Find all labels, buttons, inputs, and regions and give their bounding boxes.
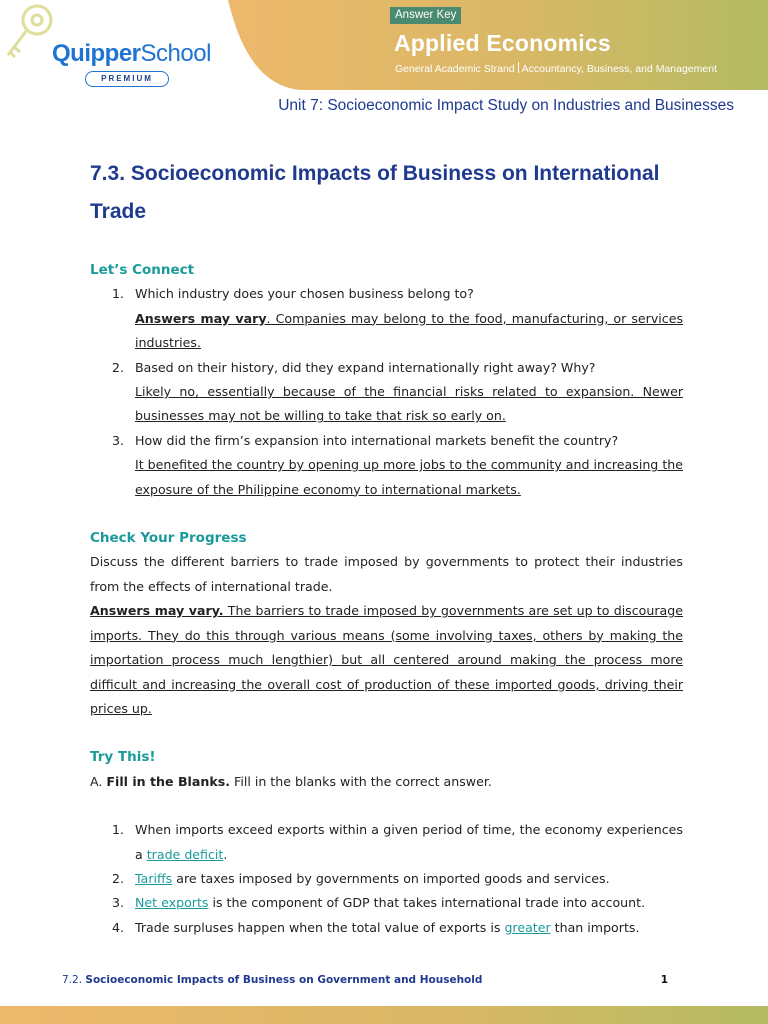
logo-quipper: Quipper (52, 40, 141, 67)
subject-title: Applied Economics (394, 30, 611, 56)
spacer (90, 794, 683, 818)
item-number: 1. (112, 822, 125, 838)
blank-answer: Net exports (135, 895, 209, 911)
strand-left: General Academic Strand (395, 63, 515, 75)
progress-prompt: Discuss the different barriers to trade imposed by governments to protect their industries from the effects of international trade. (90, 554, 683, 594)
item-number: 3. (112, 895, 125, 911)
item-number: 4. (112, 919, 125, 935)
strand-line (395, 62, 717, 75)
logo-school: School (140, 40, 211, 67)
item-number: 1. (112, 286, 125, 302)
answer-text: Likely no, essentially because of the financial risks related to expansion. Newer businesses may not be willing to take that risk so early on. (135, 384, 683, 424)
blank-answer: trade deficit (146, 846, 224, 862)
answer-text: It benefited the country by opening up more jobs to the community and increasing the exposure of the Philippine economy to international markets. (135, 457, 683, 497)
fill-blanks-list (90, 818, 683, 940)
try-this-heading: Try This! (90, 749, 156, 766)
page-footer (62, 974, 672, 986)
page-title: 7.3. Socioeconomic Impacts of Business on International Trade (90, 162, 660, 223)
header-banner (0, 0, 768, 90)
answer-body: . Companies may belong to the food, manufacturing, or services industries. (135, 310, 683, 351)
list-item (90, 356, 683, 429)
lets-connect-list (90, 282, 683, 502)
strand-right: Accountancy, Business, and Management (521, 63, 717, 75)
list-item (90, 429, 683, 502)
blank-answer: greater (504, 919, 551, 935)
progress-answer (90, 599, 683, 721)
footer-section-num: 7.2. (62, 974, 83, 986)
list-item (90, 867, 683, 891)
blank-before: When imports exceed exports within a given period of time, the economy experiences a (135, 822, 683, 862)
answer-text (135, 307, 683, 356)
quipper-school-logo (52, 40, 211, 68)
footer-bar (0, 1006, 768, 1024)
part-label: A. (90, 773, 103, 789)
lets-connect-heading: Let’s Connect (90, 262, 195, 278)
part-bold: Fill in the Blanks. (106, 773, 230, 789)
page-number: 1 (660, 974, 668, 986)
main-content (90, 258, 683, 940)
list-item (90, 282, 683, 355)
item-number: 2. (112, 359, 125, 375)
blank-after: is the component of GDP that takes international trade into account. (208, 895, 646, 911)
question-text: Which industry does your chosen business belong to? (135, 286, 474, 302)
item-number: 3. (112, 432, 125, 448)
answer-bold: Answers may vary (135, 310, 267, 326)
premium-badge: PREMIUM (85, 71, 169, 87)
part-instruction (90, 770, 683, 794)
strand-separator (518, 62, 519, 73)
blank-after: . (223, 846, 228, 862)
blank-before: Trade surpluses happen when the total value of exports is (135, 919, 505, 935)
spacer (90, 502, 683, 526)
unit-heading: Unit 7: Socioeconomic Impact Study on Industries and Businesses (278, 97, 734, 114)
item-number: 2. (112, 870, 125, 886)
blank-answer: Tariffs (135, 870, 173, 886)
list-item (90, 891, 683, 915)
check-progress-heading: Check Your Progress (90, 530, 247, 547)
blank-after: than imports. (550, 919, 640, 935)
question-text: Based on their history, did they expand internationally right away? Why? (135, 359, 596, 375)
spacer (90, 721, 683, 745)
list-item (90, 818, 683, 867)
question-text: How did the firm’s expansion into international markets benefit the country? (135, 432, 619, 448)
blank-after: are taxes imposed by governments on imported goods and services. (172, 870, 610, 886)
answer-bold: Answers may vary. (90, 603, 224, 619)
list-item (90, 916, 683, 940)
key-icon (0, 0, 56, 60)
part-text: Fill in the blanks with the correct answer. (229, 773, 492, 789)
answer-key-badge: Answer Key (390, 7, 461, 24)
footer-section-title: Socioeconomic Impacts of Business on Government and Household (85, 974, 483, 986)
answer-body: The barriers to trade imposed by governments are set up to discourage imports. They do this through various means (some involving taxes, others by making the importation process much lengthier) but all centered around making the process more difficult and increasing the overall cost of production of these imported goods, driving their prices up. (90, 603, 683, 716)
